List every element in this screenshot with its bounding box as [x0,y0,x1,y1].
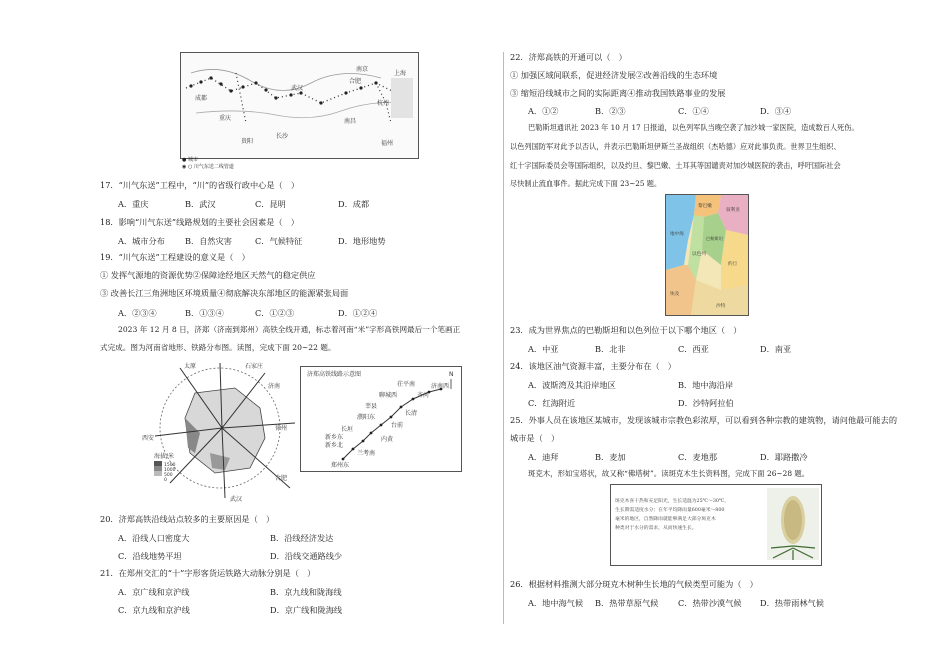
q19-option-a: A．②③④ [118,308,157,318]
column-divider [503,52,504,624]
place-hefei: 合肥 [275,475,288,482]
q21-option-c: C．京九线和京沪线 [118,605,190,615]
label-israel: 以色列 [692,252,706,257]
q24-option-a: A．波斯湾及其沿岸地区 [528,380,616,390]
label-palestine: 巴勒斯坦 [706,236,723,241]
q20-stem: 20．济郑高铁沿线站点较多的主要原因是（ ） [100,514,275,524]
q19-line1: ① 发挥气源地的资源优势②保障途经地区天然气的稳定供应 [100,270,316,280]
intro-20-line2: 式完成。图为河南省地形、铁路分布图。读图，完成下面 20~22 题。 [100,343,336,352]
fig1-legend-2 [182,165,234,171]
banksia-text-line: 种类对于水分的需求，从而快速生长。 [615,526,697,532]
label-egypt: 埃及 [670,292,680,297]
station: 济南西 [431,383,450,390]
label-shanghai: 上海 [394,70,407,77]
q26-option-a: A．地中海气候 [528,598,584,608]
label-chongqing: 重庆 [219,115,232,122]
q22-option-d: D．③④ [760,106,792,116]
q19-option-d: D．①②④ [338,308,378,318]
label-jordan: 约旦 [728,262,738,267]
q17-option-c: C．昆明 [255,199,286,209]
banksia-text-line: 斑克木喜干热和充足阳光，生长适温为25℃～30℃， [615,499,730,504]
q25-stem-line2: 城市是（ ） [510,433,560,443]
label-wuhan: 武汉 [291,85,304,92]
banksia-text [615,497,765,533]
q22-line1: ① 加强区域间联系，促进经济发展②改善沿线的生态环境 [510,70,718,80]
label-chengdu: 成都 [195,95,208,102]
north-arrow: N [449,371,454,378]
q21-option-a: A．京广线和京沪线 [118,587,190,597]
q18-option-b: B．自然灾害 [185,236,232,246]
label-hangzhou: 杭州 [377,100,390,107]
banksia-leaves [771,546,815,560]
jizheng-inset-svg [301,367,461,471]
q19-option-b: B．①③④ [185,308,224,318]
q19-stem: 19．“川气东送”工程建设的意义是（ ） [100,252,250,262]
egypt-area [666,265,696,315]
q19-option-c: C．①②③ [255,308,295,318]
q20-option-a: A．沿线人口密度大 [118,533,190,543]
legend-level-1500: 1500 [164,463,176,468]
q23-option-b: B．北非 [595,344,626,354]
q22-stem: 22．济郑高铁的开通可以（ ） [510,52,627,62]
q22-option-a: A．①② [528,106,559,116]
station: 长清 [405,410,418,417]
q24-option-c: C．红海附近 [528,398,576,408]
q18-stem: 18．影响“川气东送”线路规划的主要社会因素是（ ） [100,217,299,227]
station: 茌平南 [397,381,416,388]
q25-option-a: A．迪拜 [528,452,559,462]
place-xuzhou: 徐州 [275,425,288,432]
q17-option-a: A．重庆 [118,199,149,209]
q25-stem-line1: 25．外事人员在该地区某城市，发现该城市宗教色彩浓厚，可以看到各种宗教的建筑物，请问他最可能去的 [510,415,898,425]
station: 新乡东 [325,434,344,441]
q23-stem: 23．成为世界焦点的巴勒斯坦和以色列位于以下哪个地区（ ） [510,325,742,335]
q21-option-b: B．京九线和陇海线 [270,587,342,597]
legend-city-symbol: ● [182,157,187,163]
q18-option-c: C．气候特征 [255,236,303,246]
q21-option-d: D．京广线和陇海线 [270,605,343,615]
q20-option-d: D．沿线交通路线少 [270,551,343,561]
label-guiyang: 贵阳 [241,138,254,145]
label-hefei: 合肥 [349,78,362,85]
q25-option-d: D．耶路撒冷 [760,452,808,462]
place-taiyuan: 太原 [184,363,197,370]
station: 台前 [391,422,404,429]
q22-option-b: B．②③ [595,106,626,116]
label-syria: 叙利亚 [726,208,740,213]
station: 长垣 [341,426,354,433]
middle-east-map-svg [666,195,748,315]
label-changsha: 长沙 [276,133,289,140]
banksia-photo-svg [767,488,819,560]
q22-option-c: C．①④ [678,106,709,116]
station: 濮阳东 [357,414,376,421]
q17-option-b: B．武汉 [185,199,216,209]
henan-map-svg [140,358,302,503]
q20-option-b: B．沿线经济发达 [270,533,334,543]
station: 聊城西 [379,392,398,399]
intro-23-line3: 红十字国际委员会等国际组织，以及约旦、黎巴嫩、土耳其等国谴责对加沙城医院的袭击，呼吁国际社会 [510,161,841,170]
label-fuzhou: 福州 [381,140,394,147]
q22-line2: ③ 缩短沿线城市之间的实际距离④推动我国铁路事业的发展 [510,88,726,98]
place-shijiazhuang: 石家庄 [245,363,264,370]
q18-option-a: A．城市分布 [118,236,165,246]
pipeline-map [180,52,419,159]
intro-23-line2: 以色列国防军对此予以否认，并表示巴勒斯坦伊斯兰圣战组织（杰哈德）应对此事负责。世界卫生组织、 [510,142,841,151]
q24-option-d: D．沙特阿拉伯 [678,398,734,408]
henan-map [140,358,302,503]
legend-swatch [154,471,162,476]
label-lebanon: 黎巴嫩 [698,204,712,209]
banksia-text-line: 生长期需适度水分；在年平均降雨量600毫米～800 [615,508,725,514]
q24-stem: 24．该地区油气资源丰富，主要分布在（ ） [510,361,676,371]
station: 齐河 [417,392,430,399]
banksia-text-line: 毫米的地区，自然降雨就能够满足大部分斑克木 [615,517,716,523]
station: 兰考南 [357,450,376,457]
intro-23-line4: 尽快制止流血事件。据此完成下面 23~25 题。 [510,179,662,188]
q26-option-d: D．热带雨林气候 [760,598,824,608]
sea-area [391,78,413,118]
label-nanchang: 南昌 [344,118,357,125]
station: 内黄 [381,436,394,443]
jordan-area [721,230,748,290]
legend-swatch [154,461,162,466]
banksia-info-box [610,484,822,566]
q23-option-a: A．中亚 [528,344,559,354]
legend-swatch [154,466,162,471]
station: 新乡北 [325,442,344,449]
middle-east-map [665,194,749,316]
q26-stem: 26．根据材料推测大部分斑克木树种生长地的气候类型可能为（ ） [510,579,758,589]
place-xian: 西安 [142,435,155,442]
q17-stem: 17．“川气东送”工程中，“川”的省级行政中心是（ ） [100,180,300,190]
legend-pipeline-symbol: ◉ ○ [182,164,193,170]
banksia-photo [767,488,819,560]
legend-level-500: 500 [164,473,173,478]
q21-stem: 21．在郑州交汇的“十”字形客货运铁路大动脉分别是（ ） [100,568,316,578]
legend-level-0: 0 [164,478,167,483]
q18-option-d: D．地形地势 [338,236,386,246]
q26-option-c: C．热带沙漠气候 [678,598,742,608]
station: 郑州东 [331,462,350,469]
label-saudi: 沙特 [716,304,726,309]
fig1-legend [182,158,198,164]
q17-option-d: D．成都 [338,199,370,209]
elevation-legend-title: 海拔/米 [154,453,175,460]
q25-option-c: C．麦地那 [678,452,718,462]
legend-level-1000: 1000 [164,468,176,473]
jizheng-inset [300,366,462,472]
label-nanjing: 南京 [356,66,369,73]
q19-line2: ③ 改善长江三角洲地区环境质量④彻底解决东部地区的能源紧张局面 [100,288,349,298]
q26-option-b: B．热带草原气候 [595,598,659,608]
intro-26: 斑克木，形如宝塔状，故又称“佛塔树”。读斑克木生长资料图，完成下面 26~28 题。 [528,469,810,478]
place-wuhan: 武汉 [230,496,243,503]
place-jinan: 济南 [268,383,281,390]
pipeline-map-svg [181,53,418,158]
intro-20-line1: 2023 年 12 月 8 日，济郑（济南到郑州）高铁全线开通，标志着河南“米”字形高铁网最后一个笔画正 [118,325,461,334]
legend-pipeline: 川气东送二线管道 [193,164,234,170]
q23-option-c: C．西亚 [678,344,709,354]
legend-city: 城市 [187,157,198,163]
inset-title: 济郑高铁线路示意图 [307,371,362,378]
q25-option-b: B．麦加 [595,452,626,462]
q24-option-b: B．地中海沿岸 [678,380,734,390]
q20-option-c: C．沿线地势平坦 [118,551,182,561]
banksia-flower-core [784,500,802,540]
intro-23-line1: 巴勒斯坦通讯社 2023 年 10 月 17 日报道，以色列军队当晚空袭了加沙城一家医院，造成数百人死伤。 [528,123,859,132]
label-med: 地中海 [670,232,684,237]
q23-option-d: D．南亚 [760,344,792,354]
station: 莘县 [365,403,378,410]
